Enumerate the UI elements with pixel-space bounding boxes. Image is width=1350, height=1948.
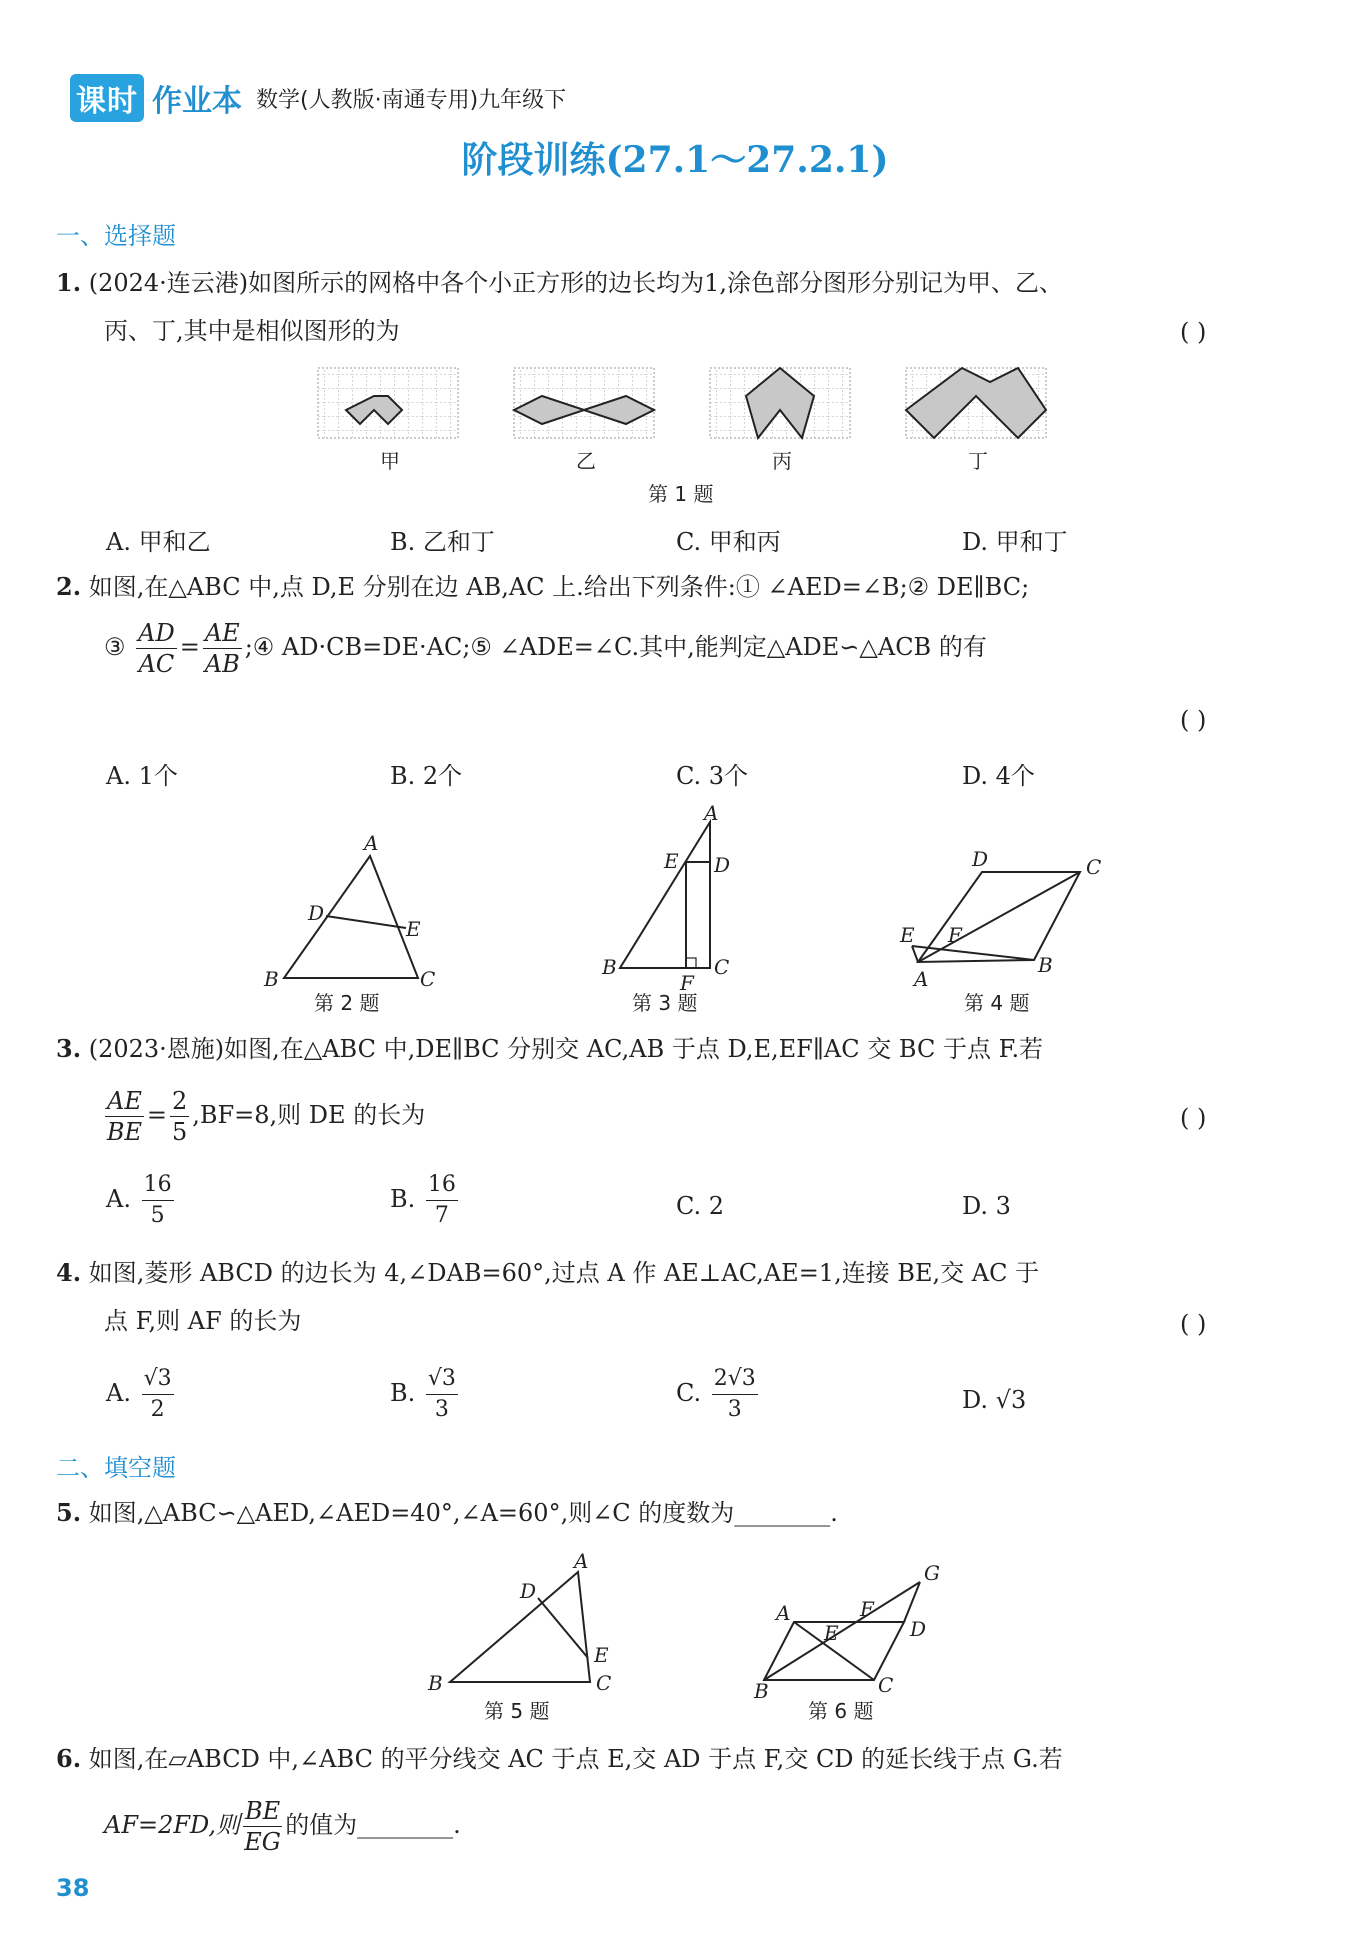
- q1-caption: 第 1 题: [648, 482, 714, 506]
- page-number: 38: [56, 1874, 90, 1902]
- q2-line2: ③ $\frac{AD}{AC}$ = $\frac{AE}{AB}$ ;④ AD·CB=DE·AC;⑤ ∠ADE=∠C.其中,能判定△ADE∽△ACB 的有: [104, 619, 987, 678]
- q3-option-a: A. $\frac{16}{5}$: [106, 1172, 172, 1228]
- q4-option-b: B. $\frac{√3}{3}$: [390, 1366, 456, 1422]
- header: [70, 74, 566, 122]
- question-1: [56, 258, 1276, 308]
- question-5: [56, 1488, 1296, 1538]
- question-4: [56, 1248, 1296, 1298]
- svg-text:A: A: [574, 1549, 589, 1573]
- svg-text:D: D: [910, 1617, 927, 1641]
- q1-option-a: A. 甲和乙: [106, 528, 211, 556]
- figures-2-4: [250, 800, 1130, 1020]
- svg-text:C: C: [878, 1673, 894, 1697]
- svg-text:B: B: [602, 955, 617, 979]
- section-fill: 二、填空题: [56, 1454, 176, 1482]
- q6-frac: $\frac{BE}{EG}$: [244, 1797, 281, 1856]
- question-2: [56, 562, 1296, 612]
- q3-frac1: $\frac{AE}{BE}$: [106, 1087, 142, 1146]
- fig6-caption: 第 6 题: [808, 1699, 874, 1723]
- section-choice: 一、选择题: [56, 222, 176, 250]
- book-name: 作业本: [152, 84, 242, 119]
- svg-text:C: C: [714, 955, 730, 979]
- svg-text:C: C: [596, 1671, 612, 1695]
- q5-text: 如图,△ABC∽△AED,∠AED=40°,∠A=60°,则∠C 的度数为________.: [88, 1499, 838, 1527]
- svg-text:E: E: [824, 1621, 839, 1645]
- figure-4: [899, 847, 1101, 1015]
- svg-text:A: A: [776, 1601, 791, 1625]
- q2-option-a: A. 1个: [106, 762, 178, 790]
- svg-text:E: E: [406, 917, 421, 941]
- figure-2: [263, 831, 435, 1015]
- q4-number: 4.: [56, 1258, 82, 1287]
- figure-6: [753, 1561, 940, 1723]
- q3-text: (2023·恩施)如图,在△ABC 中,DE∥BC 分别交 AC,AB 于点 D,E,EF∥AC 交 BC 于点 F.若: [88, 1035, 1044, 1063]
- q2-number: 2.: [56, 572, 82, 601]
- q2-rest: ;④ AD·CB=DE·AC;⑤ ∠ADE=∠C.其中,能判定△ADE∽△ACB 的有: [244, 633, 987, 661]
- q5-number: 5.: [56, 1498, 82, 1527]
- svg-text:D: D: [714, 853, 731, 877]
- figure-3: [601, 801, 730, 1015]
- svg-text:D: D: [972, 847, 989, 871]
- q4-answer-paren: ( ): [1180, 1310, 1207, 1338]
- svg-text:A: A: [364, 831, 379, 855]
- fig5-caption: 第 5 题: [484, 1699, 550, 1723]
- label-jia: 甲: [380, 449, 400, 473]
- q1-text: (2024·连云港)如图所示的网格中各个小正方形的边长均为1,涂色部分图形分别记为甲、乙、: [88, 269, 1064, 297]
- q6-number: 6.: [56, 1744, 82, 1773]
- q3-number: 3.: [56, 1034, 82, 1063]
- label-yi: 乙: [576, 449, 596, 473]
- svg-text:B: B: [428, 1671, 443, 1695]
- q2-frac2: $\frac{AE}{AB}$: [204, 619, 240, 678]
- q2-option-d: D. 4个: [962, 762, 1035, 790]
- q6-text: 如图,在▱ABCD 中,∠ABC 的平分线交 AC 于点 E,交 AD 于点 F,交 CD 的延长线于点 G.若: [88, 1745, 1063, 1773]
- label-ding: 丁: [968, 449, 988, 473]
- q4-line2: 点 F,则 AF 的长为: [104, 1307, 302, 1335]
- q3-option-c: C. 2: [676, 1192, 725, 1220]
- figures-5-6: [410, 1540, 970, 1730]
- q1-number: 1.: [56, 268, 82, 297]
- svg-text:E: E: [900, 923, 915, 947]
- logo: 课时: [70, 74, 144, 122]
- q2-option-b: B. 2个: [390, 762, 463, 790]
- svg-text:A: A: [914, 967, 929, 991]
- question-6: [56, 1734, 1296, 1784]
- q2-option-c: C. 3个: [676, 762, 749, 790]
- svg-text:F: F: [680, 971, 694, 995]
- q1-option-c: C. 甲和丙: [676, 528, 781, 556]
- q2-answer-paren: ( ): [1180, 706, 1207, 734]
- q1-line2: 丙、丁,其中是相似图形的为: [104, 317, 400, 345]
- fig4-caption: 第 4 题: [964, 991, 1030, 1015]
- q1-answer-paren: ( ): [1180, 318, 1207, 346]
- q4-option-a: A. $\frac{√3}{2}$: [106, 1366, 172, 1422]
- svg-text:B: B: [754, 1679, 769, 1703]
- svg-text:E: E: [594, 1643, 609, 1667]
- q3-rest: ,BF=8,则 DE 的长为: [192, 1101, 426, 1129]
- q6-line2: AF=2FD,则 $\frac{BE}{EG}$ 的值为________.: [104, 1797, 461, 1856]
- page-title: 阶段训练(27.1～27.2.1): [461, 139, 889, 181]
- svg-text:B: B: [1038, 953, 1053, 977]
- svg-text:D: D: [308, 901, 325, 925]
- label-bing: 丙: [772, 449, 792, 473]
- svg-text:C: C: [1086, 855, 1102, 879]
- q1-option-b: B. 乙和丁: [390, 528, 495, 556]
- svg-text:G: G: [924, 1561, 940, 1585]
- svg-text:A: A: [704, 801, 719, 825]
- subject: 数学(人教版·南通专用)九年级下: [256, 87, 567, 113]
- svg-text:E: E: [664, 849, 679, 873]
- svg-text:C: C: [420, 967, 436, 991]
- q3-line2: $\frac{AE}{BE}$ = $\frac{2}{5}$ ,BF=8,则 DE 的长为: [106, 1087, 426, 1146]
- q2-frac1: $\frac{AD}{AC}$: [138, 619, 175, 678]
- figure-5: [427, 1549, 611, 1723]
- svg-text:F: F: [948, 923, 962, 947]
- svg-text:B: B: [264, 967, 279, 991]
- question-3: [56, 1024, 1296, 1074]
- svg-text:F: F: [860, 1597, 874, 1621]
- q3-frac2: $\frac{2}{5}$: [171, 1087, 188, 1146]
- q2-cond3: ③: [104, 633, 126, 661]
- q1-option-d: D. 甲和丁: [962, 528, 1068, 556]
- q4-text: 如图,菱形 ABCD 的边长为 4,∠DAB=60°,过点 A 作 AE⊥AC,AE=1,连接 BE,交 AC 于: [88, 1259, 1040, 1287]
- q3-option-b: B. $\frac{16}{7}$: [390, 1172, 456, 1228]
- q2-text: 如图,在△ABC 中,点 D,E 分别在边 AB,AC 上.给出下列条件:① ∠AED=∠B;② DE∥BC;: [88, 573, 1030, 601]
- q4-option-d: D. √3: [962, 1386, 1027, 1414]
- q4-option-c: C. $\frac{2√3}{3}$: [676, 1366, 756, 1422]
- q3-option-d: D. 3: [962, 1192, 1011, 1220]
- fig2-caption: 第 2 题: [314, 991, 380, 1015]
- svg-text:D: D: [520, 1579, 537, 1603]
- q3-answer-paren: ( ): [1180, 1104, 1207, 1132]
- fig3-caption: 第 3 题: [632, 991, 698, 1015]
